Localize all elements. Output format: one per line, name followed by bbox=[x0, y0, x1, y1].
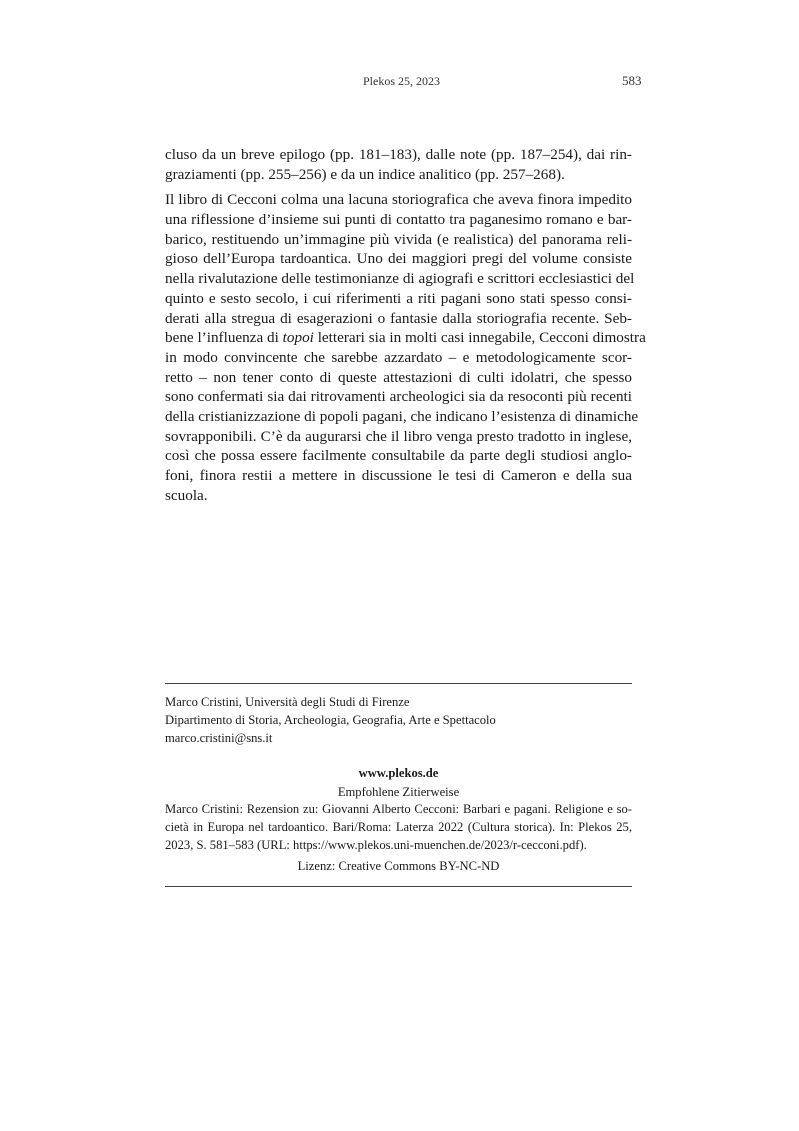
body-line: quinto e sesto secolo, i cui riferimenti a riti pagani sono stati spesso consi- bbox=[165, 289, 632, 307]
body-line: in modo convincente che sarebbe azzardato – e metodologicamente scor- bbox=[165, 348, 632, 366]
divider bbox=[165, 683, 632, 684]
body-line: derati alla stregua di esagerazioni o fantasie dalla storiografia recente. Seb- bbox=[165, 309, 632, 327]
page-number: 583 bbox=[622, 73, 642, 88]
body-line: barico, restituendo un’immagine più vivida (e realistica) del panorama reli- bbox=[165, 230, 632, 248]
author-affiliation: Marco Cristini, Università degli Studi di Firenze bbox=[165, 695, 410, 709]
divider bbox=[165, 886, 632, 887]
italic-term: topoi bbox=[282, 329, 314, 347]
body-line: nella rivalutazione delle testimonianze di agiografi e scrittori ecclesiastici del bbox=[165, 270, 635, 288]
body-line: così che possa essere facilmente consultabile da parte degli studiosi anglo- bbox=[165, 447, 632, 465]
body-line: foni, finora restii a mettere in discussione le tesi di Cameron e della sua bbox=[165, 467, 632, 485]
citation-line: cietà in Europa nel tardoantico. Bari/Roma: Laterza 2022 (Cultura storica). In: Plekos 25, bbox=[165, 820, 632, 834]
citation-heading: Empfohlene Zitierweise bbox=[337, 785, 460, 799]
body-line bbox=[165, 328, 646, 348]
body-line: sono confermati sia dai ritrovamenti archeologici sia da resoconti più recenti bbox=[165, 388, 632, 406]
running-header: Plekos 25, 2023 bbox=[363, 74, 441, 88]
license: Lizenz: Creative Commons BY-NC-ND bbox=[297, 859, 500, 873]
citation-line: Marco Cristini: Rezension zu: Giovanni Alberto Cecconi: Barbari e pagani. Religione e so- bbox=[165, 802, 632, 816]
body-line: gioso dell’Europa tardoantica. Uno dei maggiori pregi del volume consiste bbox=[165, 250, 632, 268]
body-line: della cristianizzazione di popoli pagani, che indicano l’esistenza di dinamiche bbox=[165, 408, 639, 425]
body-line: scuola. bbox=[165, 486, 208, 504]
website-link[interactable]: www.plekos.de bbox=[358, 766, 439, 780]
body-line: retto – non tener conto di queste attestazioni di culti idolatri, che spesso bbox=[165, 368, 632, 386]
body-line: una riflessione d’insieme sui punti di contatto tra paganesimo romano e bar- bbox=[165, 211, 632, 228]
body-line: sovrapponibili. C’è da augurarsi che il libro venga presto tradotto in inglese, bbox=[165, 427, 632, 445]
body-line: graziamenti (pp. 255–256) e da un indice analitico (pp. 257–268). bbox=[165, 166, 565, 183]
author-email[interactable]: marco.cristini@sns.it bbox=[165, 731, 273, 745]
body-line: Il libro di Cecconi colma una lacuna storiografica che aveva finora impedito bbox=[165, 191, 632, 208]
text-run: bene l’influenza di bbox=[165, 329, 283, 347]
body-text bbox=[165, 328, 646, 348]
author-department: Dipartimento di Storia, Archeologia, Geografia, Arte e Spettacolo bbox=[165, 713, 496, 727]
citation-line: 2023, S. 581–583 (URL: https://www.plekos.uni-muenchen.de/2023/r-cecconi.pdf). bbox=[165, 838, 587, 852]
body-line: cluso da un breve epilogo (pp. 181–183), dalle note (pp. 187–254), dai rin- bbox=[165, 146, 632, 163]
text-run: letterari sia in molti casi innegabile, Cecconi dimostra bbox=[313, 329, 646, 347]
